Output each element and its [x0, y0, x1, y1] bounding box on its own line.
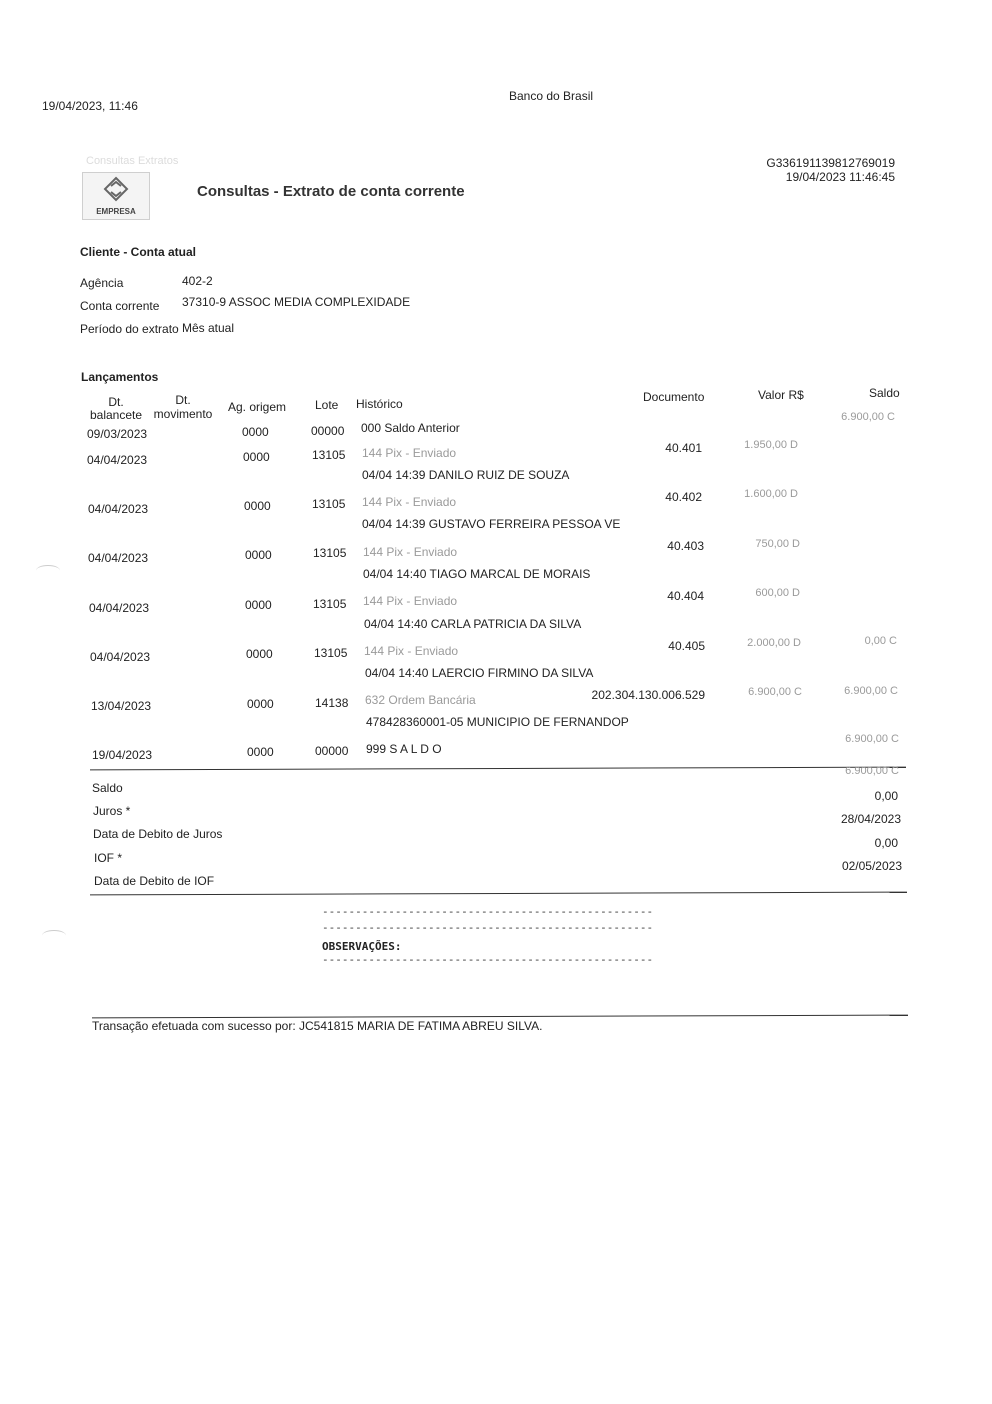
summary-value: 6.900,00 C: [845, 765, 899, 777]
row-hist: 632 Ordem Bancária: [365, 693, 476, 707]
row-ag: 0000: [247, 697, 274, 711]
row-detail: 04/04 14:40 CARLA PATRICIA DA SILVA: [364, 617, 582, 631]
row-hist: 144 Pix - Enviado: [363, 545, 458, 559]
row-date: 04/04/2023: [88, 502, 149, 516]
row-date: 09/03/2023: [87, 427, 148, 441]
row-doc: 40.402: [665, 490, 702, 504]
row-ag: 0000: [246, 647, 273, 661]
conta-value: 37310-9 ASSOC MEDIA COMPLEXIDADE: [182, 295, 411, 309]
row-valor: 1.600,00 D: [744, 488, 798, 500]
row-valor: 1.950,00 D: [744, 439, 798, 451]
dash-line-top: --------------------------------------------------: [322, 905, 654, 918]
row-saldo: 6.900,00 C: [845, 733, 899, 745]
page-title: Consultas - Extrato de conta corrente: [197, 183, 465, 200]
dash-line-bottom: --------------------------------------------------: [322, 953, 654, 966]
row-lote: 00000: [311, 424, 345, 438]
summary-label: IOF *: [94, 851, 123, 865]
row-ag: 0000: [244, 499, 271, 513]
faint-breadcrumb: Consultas Extratos: [86, 155, 179, 167]
col-ag-origem: Ag. origem: [228, 400, 287, 414]
lancamentos-heading: Lançamentos: [81, 370, 159, 384]
row-doc: 40.401: [665, 441, 702, 455]
print-datetime: 19/04/2023, 11:46: [42, 99, 138, 113]
row-saldo: 0,00 C: [864, 635, 897, 647]
col-historico: Histórico: [356, 397, 403, 411]
summary-value: 0,00: [874, 789, 898, 803]
summary-value: 0,00: [874, 836, 898, 850]
conta-label: Conta corrente: [80, 299, 160, 313]
summary-label: Data de Debito de IOF: [94, 874, 215, 888]
agencia-value: 402-2: [182, 274, 213, 288]
row-lote: 00000: [315, 744, 349, 758]
row-lote: 13105: [314, 646, 348, 660]
row-lote: 13105: [312, 497, 346, 511]
bank-name: Banco do Brasil: [509, 89, 594, 103]
punch-hole-mark: [36, 565, 60, 576]
row-hist: 000 Saldo Anterior: [361, 421, 460, 435]
bank-logo-icon: [103, 176, 129, 202]
footer-divider: [92, 1015, 908, 1019]
auth-datetime: 19/04/2023 11:46:45: [785, 170, 895, 184]
col-dt-movimento-1: Dt.: [175, 393, 191, 407]
row-hist: 144 Pix - Enviado: [364, 644, 459, 658]
dash-line-middle: --------------------------------------------------: [322, 921, 654, 934]
bank-logo: [82, 172, 150, 220]
row-hist: 144 Pix - Enviado: [362, 495, 457, 509]
row-valor: 2.000,00 D: [747, 637, 801, 649]
row-date: 04/04/2023: [87, 453, 148, 467]
row-ag: 0000: [245, 548, 272, 562]
col-dt-balancete-2: balancete: [89, 408, 143, 422]
summary-label: Data de Debito de Juros: [93, 827, 223, 841]
row-detail: 04/04 14:40 LAERCIO FIRMINO DA SILVA: [365, 666, 594, 680]
row-valor: 600,00 D: [755, 587, 800, 599]
row-ag: 0000: [247, 745, 274, 759]
row-lote: 13105: [313, 597, 347, 611]
row-hist: 999 S A L D O: [366, 742, 442, 756]
logo-text: EMPRESA: [96, 207, 136, 216]
col-lote: Lote: [315, 398, 339, 412]
row-ag: 0000: [245, 598, 272, 612]
row-hist: 144 Pix - Enviado: [363, 594, 458, 608]
summary-value: 02/05/2023: [841, 859, 902, 873]
row-detail: 04/04 14:39 GUSTAVO FERREIRA PESSOA VE: [362, 517, 621, 531]
col-dt-movimento-2: movimento: [153, 407, 213, 421]
summary-value: 28/04/2023: [840, 812, 901, 826]
row-valor: 750,00 D: [755, 538, 800, 550]
periodo-label: Período do extrato: [80, 322, 179, 336]
table-divider: [90, 767, 906, 771]
row-detail: 04/04 14:40 TIAGO MARCAL DE MORAIS: [363, 567, 591, 581]
client-heading: Cliente - Conta atual: [80, 245, 197, 259]
row-doc: 40.405: [668, 639, 705, 653]
summary-divider: [90, 892, 907, 896]
row-date: 19/04/2023: [92, 748, 153, 762]
col-documento: Documento: [643, 390, 705, 404]
row-ag: 0000: [242, 425, 269, 439]
auth-code: G336191139812769019: [766, 156, 895, 170]
opening-saldo: 6.900,00 C: [841, 411, 895, 423]
col-valor: Valor R$: [758, 388, 804, 402]
row-ag: 0000: [243, 450, 270, 464]
row-saldo: 6.900,00 C: [844, 685, 898, 697]
periodo-value: Mês atual: [182, 321, 235, 335]
observacoes-label: OBSERVAÇÕES:: [322, 940, 402, 953]
row-lote: 13105: [312, 448, 346, 462]
summary-label: Saldo: [92, 781, 123, 795]
row-date: 13/04/2023: [91, 699, 152, 713]
row-doc: 40.404: [667, 589, 704, 603]
row-lote: 13105: [313, 546, 347, 560]
summary-label: Juros *: [93, 804, 131, 818]
col-saldo: Saldo: [869, 386, 900, 400]
row-detail: 478428360001-05 MUNICIPIO DE FERNANDOP: [366, 715, 629, 729]
row-date: 04/04/2023: [88, 551, 149, 565]
row-detail: 04/04 14:39 DANILO RUIZ DE SOUZA: [362, 468, 570, 482]
row-doc: 40.403: [667, 539, 704, 553]
row-lote: 14138: [315, 696, 349, 710]
col-dt-balancete-1: Dt.: [108, 395, 124, 409]
agencia-label: Agência: [80, 276, 124, 290]
row-doc: 202.304.130.006.529: [591, 688, 705, 702]
punch-hole-mark: [42, 930, 66, 941]
footer-text: Transação efetuada com sucesso por: JC541815 MARIA DE FATIMA ABREU SILVA.: [92, 1019, 543, 1033]
row-date: 04/04/2023: [90, 650, 151, 664]
row-valor: 6.900,00 C: [748, 686, 802, 698]
row-hist: 144 Pix - Enviado: [362, 446, 457, 460]
row-date: 04/04/2023: [89, 601, 150, 615]
